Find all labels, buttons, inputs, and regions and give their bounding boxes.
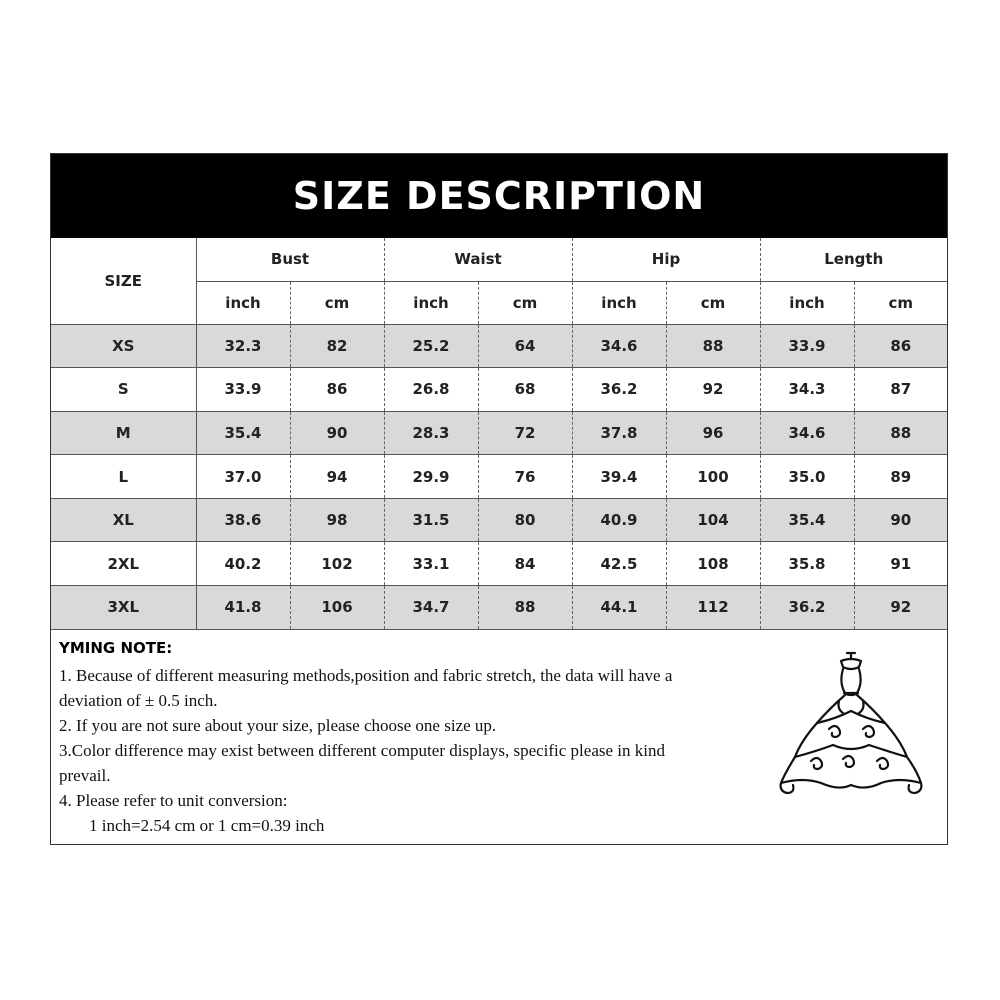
measurement-cell: 96 <box>666 411 760 455</box>
measurement-cell: 64 <box>478 324 572 368</box>
measurement-cell: 82 <box>290 324 384 368</box>
measurement-cell: 88 <box>666 324 760 368</box>
measurement-cell: 42.5 <box>572 542 666 586</box>
size-column-header: SIZE <box>51 238 196 324</box>
measurement-cell: 108 <box>666 542 760 586</box>
size-label-cell: S <box>51 368 196 412</box>
measurement-cell: 98 <box>290 498 384 542</box>
measurement-cell: 33.9 <box>196 368 290 412</box>
measurement-cell: 92 <box>666 368 760 412</box>
size-label-cell: 2XL <box>51 542 196 586</box>
measurement-cell: 100 <box>666 455 760 499</box>
measurement-cell: 40.9 <box>572 498 666 542</box>
measurement-cell: 72 <box>478 411 572 455</box>
measurement-cell: 41.8 <box>196 586 290 630</box>
measurement-cell: 34.6 <box>572 324 666 368</box>
size-label-cell: M <box>51 411 196 455</box>
measurement-cell: 35.4 <box>760 498 854 542</box>
measurement-cell: 112 <box>666 586 760 630</box>
measurement-cell: 68 <box>478 368 572 412</box>
measurement-cell: 106 <box>290 586 384 630</box>
unit-header: inch <box>384 281 478 324</box>
measurement-cell: 90 <box>854 498 947 542</box>
note-line: deviation of ± 0.5 inch. <box>59 691 218 710</box>
note-line: 2. If you are not sure about your size, please choose one size up. <box>59 716 497 735</box>
measurement-cell: 25.2 <box>384 324 478 368</box>
page-title: SIZE DESCRIPTION <box>292 174 706 218</box>
note-line: 3.Color difference may exist between different computer displays, specific please in kind <box>59 741 665 760</box>
measurement-cell: 38.6 <box>196 498 290 542</box>
size-label-cell: XL <box>51 498 196 542</box>
measurement-cell: 36.2 <box>760 586 854 630</box>
measurement-cell: 34.6 <box>760 411 854 455</box>
measurement-cell: 88 <box>478 586 572 630</box>
note-line: prevail. <box>59 766 111 785</box>
measurement-cell: 31.5 <box>384 498 478 542</box>
measurement-cell: 92 <box>854 586 947 630</box>
measurement-cell: 37.0 <box>196 455 290 499</box>
hip-header: Hip <box>572 238 760 281</box>
measurement-cell: 33.9 <box>760 324 854 368</box>
unit-header: cm <box>478 281 572 324</box>
table-row <box>51 368 947 412</box>
notes-title: YMING NOTE: <box>59 639 173 657</box>
size-label-cell: L <box>51 455 196 499</box>
measurement-cell: 28.3 <box>384 411 478 455</box>
measurement-cell: 86 <box>290 368 384 412</box>
measurement-cell: 86 <box>854 324 947 368</box>
measurement-cell: 35.0 <box>760 455 854 499</box>
measurement-cell: 35.4 <box>196 411 290 455</box>
measurement-cell: 91 <box>854 542 947 586</box>
measurement-cell: 44.1 <box>572 586 666 630</box>
measurement-cell: 104 <box>666 498 760 542</box>
unit-header: inch <box>196 281 290 324</box>
measurement-cell: 34.3 <box>760 368 854 412</box>
unit-header: inch <box>572 281 666 324</box>
measurement-cell: 87 <box>854 368 947 412</box>
note-line: 1 inch=2.54 cm or 1 cm=0.39 inch <box>89 816 325 835</box>
measurement-cell: 26.8 <box>384 368 478 412</box>
measurement-cell: 80 <box>478 498 572 542</box>
table-row <box>51 455 947 499</box>
measurement-cell: 40.2 <box>196 542 290 586</box>
table-row <box>51 411 947 455</box>
length-header: Length <box>824 250 884 269</box>
size-label-cell: 3XL <box>51 586 196 630</box>
title-bar <box>51 154 947 238</box>
measurement-cell: 34.7 <box>384 586 478 630</box>
measurement-cell: 39.4 <box>572 455 666 499</box>
notes-section <box>59 636 799 838</box>
table-row <box>51 324 947 368</box>
ball-gown-dress-icon <box>777 649 925 799</box>
size-label-cell: XS <box>51 324 196 368</box>
measurement-cell: 84 <box>478 542 572 586</box>
measurement-cell: 94 <box>290 455 384 499</box>
measurement-cell: 36.2 <box>572 368 666 412</box>
unit-header: cm <box>290 281 384 324</box>
measurement-cell: 102 <box>290 542 384 586</box>
measurement-cell: 33.1 <box>384 542 478 586</box>
note-line: 1. Because of different measuring methods,position and fabric stretch, the data will have a <box>59 666 673 685</box>
note-line: 4. Please refer to unit conversion: <box>59 791 288 810</box>
size-table-body <box>51 324 947 629</box>
measurement-cell: 37.8 <box>572 411 666 455</box>
size-chart <box>50 153 948 845</box>
measurement-cell: 32.3 <box>196 324 290 368</box>
size-table <box>51 238 947 630</box>
measurement-cell: 35.8 <box>760 542 854 586</box>
unit-header: cm <box>854 281 947 324</box>
measurement-cell: 88 <box>854 411 947 455</box>
table-row <box>51 542 947 586</box>
measurement-cell: 29.9 <box>384 455 478 499</box>
unit-header: inch <box>760 281 854 324</box>
measurement-cell: 76 <box>478 455 572 499</box>
unit-header: cm <box>666 281 760 324</box>
bust-header: Bust <box>196 238 384 281</box>
measurement-cell: 89 <box>854 455 947 499</box>
measurement-cell: 90 <box>290 411 384 455</box>
waist-header: Waist <box>384 238 572 281</box>
table-row <box>51 586 947 630</box>
table-row <box>51 498 947 542</box>
